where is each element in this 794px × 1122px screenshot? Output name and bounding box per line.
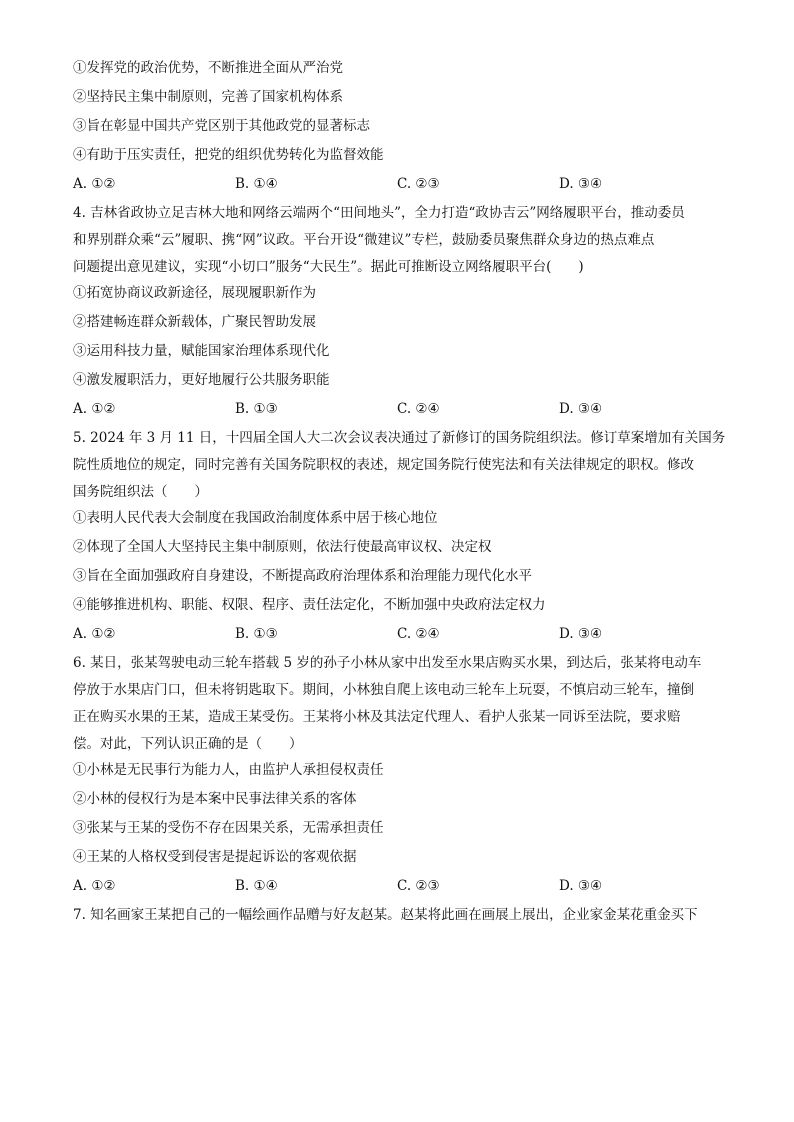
question-4-options	[73, 285, 721, 389]
option-1: ①表明人民代表大会制度在我国政治制度体系中居于核心地位	[73, 510, 438, 526]
answer-c: C. ②④	[397, 626, 440, 642]
option-4: ④王某的人格权受到侵害是提起诉讼的客观依据	[73, 849, 357, 865]
stem-line: 5. 2024 年 3 月 11 日，十四届全国人大二次会议表决通过了新修订的国务院组织法。修订草案增加有关国务	[73, 430, 726, 446]
question-6-stem	[73, 655, 721, 753]
option-3: ③旨在彰显中国共产党区别于其他政党的显著标志	[73, 118, 370, 134]
option-4: ④有助于压实责任，把党的组织优势转化为监督效能	[73, 147, 384, 163]
question-5-stem	[73, 430, 726, 501]
question-4-stem	[73, 205, 721, 276]
option-3: ③张某与王某的受伤不存在因果关系，无需承担责任	[73, 820, 384, 836]
stem-line: 正在购买水果的王某，造成王某受伤。王某将小林及其法定代理人、看护人张某一同诉至法院，要求赔	[73, 709, 681, 725]
option-2: ②小林的侵权行为是本案中民事法律关系的客体	[73, 791, 357, 807]
answer-b: B. ①③	[235, 626, 278, 642]
answer-d: D. ③④	[559, 401, 603, 417]
answer-b: B. ①④	[235, 878, 278, 894]
option-3: ③旨在全面加强政府自身建设，不断提高政府治理体系和治理能力现代化水平	[73, 568, 532, 584]
answer-c: C. ②③	[397, 878, 440, 894]
stem-line: 院性质地位的规定，同时完善有关国务院职权的表述，规定国务院行使宪法和有关法律规定的职权。修改	[73, 457, 694, 473]
answer-c: C. ②④	[397, 401, 440, 417]
stem-line: 停放于水果店门口，但未将钥匙取下。期间，小林独自爬上该电动三轮车上玩耍，不慎启动三轮车，撞倒	[73, 682, 694, 698]
option-2: ②坚持民主集中制原则，完善了国家机构体系	[73, 89, 343, 105]
exam-page	[73, 60, 726, 933]
stem-line: 问题提出意见建议，实现“小切口”服务“大民生”。据此可推断设立网络履职平台( )	[73, 259, 584, 275]
question-5-options	[73, 510, 721, 614]
stem-line: 偿。对此，下列认识正确的是（ ）	[73, 736, 303, 752]
question-5-answers	[73, 626, 721, 643]
option-1: ①拓宽协商议政新途径，展现履职新作为	[73, 285, 316, 301]
option-3: ③运用科技力量，赋能国家治理体系现代化	[73, 343, 330, 359]
stem-line: 4. 吉林省政协立足吉林大地和网络云端两个“田间地头”，全力打造“政协吉云”网络履职平台，推动委员	[73, 205, 685, 221]
stem-line: 国务院组织法（ ）	[73, 484, 208, 500]
stem-line: 7. 知名画家王某把自己的一幅绘画作品赠与好友赵某。赵某将此画在画展上展出，企业家金某花重金买下	[73, 907, 698, 923]
answer-a: A. ①②	[73, 626, 116, 642]
answer-a: A. ①②	[73, 401, 116, 417]
question-3-options	[73, 60, 721, 164]
question-7-stem	[73, 907, 721, 924]
question-6-options	[73, 762, 721, 866]
question-6-answers	[73, 878, 721, 895]
stem-line: 6. 某日，张某驾驶电动三轮车搭载 5 岁的孙子小林从家中出发至水果店购买水果，到达后，张某将电动车	[73, 655, 702, 671]
answer-b: B. ①③	[235, 401, 278, 417]
stem-line: 和界别群众乘“云”履职、携“网”议政。平台开设“微建议”专栏，鼓励委员聚焦群众身边的热点难点	[73, 232, 655, 248]
option-4: ④能够推进机构、职能、权限、程序、责任法定化，不断加强中央政府法定权力	[73, 597, 546, 613]
option-2: ②搭建畅连群众新载体，广聚民智助发展	[73, 314, 316, 330]
option-2: ②体现了全国人大坚持民主集中制原则，依法行使最高审议权、决定权	[73, 539, 492, 555]
answer-d: D. ③④	[559, 626, 603, 642]
answer-a: A. ①②	[73, 878, 116, 894]
option-4: ④激发履职活力，更好地履行公共服务职能	[73, 372, 330, 388]
answer-c: C. ②③	[397, 176, 440, 192]
answer-a: A. ①②	[73, 176, 116, 192]
answer-b: B. ①④	[235, 176, 278, 192]
question-4-answers	[73, 401, 721, 418]
answer-d: D. ③④	[559, 176, 603, 192]
option-1: ①小林是无民事行为能力人，由监护人承担侵权责任	[73, 762, 384, 778]
answer-d: D. ③④	[559, 878, 603, 894]
option-1: ①发挥党的政治优势，不断推进全面从严治党	[73, 60, 343, 76]
question-3-answers	[73, 176, 721, 193]
